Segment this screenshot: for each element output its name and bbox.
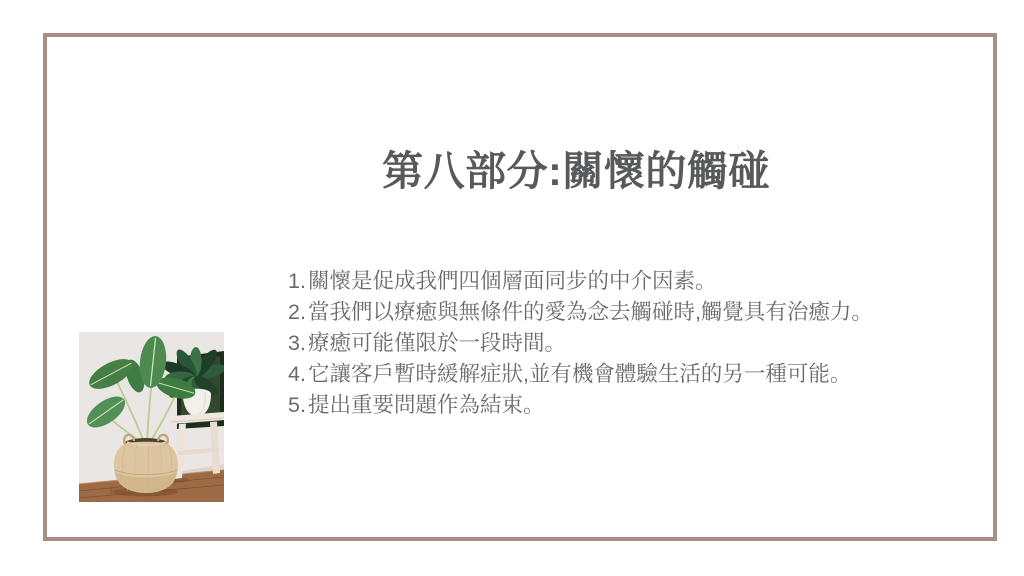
list-item-number: 1. xyxy=(288,269,306,293)
list-item-number: 5. xyxy=(288,393,306,417)
list-item-number: 2. xyxy=(288,300,306,324)
list-item-text: 療癒可能僅限於一段時間。 xyxy=(307,331,566,355)
list-item xyxy=(288,297,873,328)
list-item xyxy=(288,390,873,421)
list-item-text: 關懷是促成我們四個層面同步的中介因素。 xyxy=(307,269,717,293)
list-item xyxy=(288,266,873,297)
key-points-list xyxy=(288,266,873,421)
list-item-text: 它讓客戶暫時緩解症狀,並有機會體驗生活的另一種可能。 xyxy=(307,362,852,386)
list-item-number: 4. xyxy=(288,362,306,386)
slide-title: 第八部分:關懷的觸碰 xyxy=(382,148,770,194)
list-item xyxy=(288,359,873,390)
plant-photo-illustration xyxy=(79,332,224,502)
list-item xyxy=(288,328,873,359)
list-item-text: 提出重要問題作為結束。 xyxy=(307,393,545,417)
list-item-number: 3. xyxy=(288,331,306,355)
plant-photo xyxy=(79,332,224,502)
list-item-text: 當我們以療癒與無條件的愛為念去觸碰時,觸覺具有治癒力。 xyxy=(307,300,873,324)
